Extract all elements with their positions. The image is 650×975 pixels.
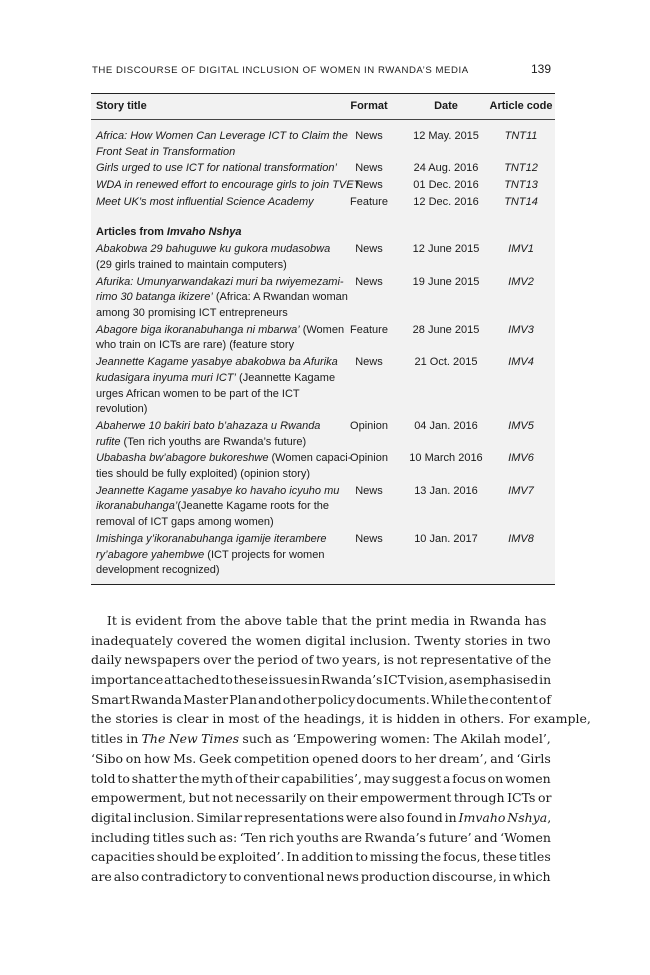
story-table bbox=[91, 93, 555, 585]
article-code-cell: IMV5 bbox=[508, 419, 534, 432]
page-number: 139 bbox=[530, 62, 551, 76]
body-text-segment: the stories is clear in most of the headings, it is hidden in others. For example, bbox=[91, 711, 591, 727]
body-text-segment: empowerment, but not necessarily on their empowerment through ICTs or bbox=[91, 790, 552, 806]
story-title-original: Jeannette Kagame yasabye abakobwa ba Afurika bbox=[96, 356, 338, 369]
story-title-original: Africa: How Women Can Leverage ICT to Claim the bbox=[96, 130, 348, 142]
section-label bbox=[96, 226, 242, 238]
story-title-original: Jeannette Kagame yasabye ko havaho icyuho mu bbox=[96, 484, 340, 497]
story-title-line bbox=[96, 467, 341, 483]
body-text-segment: such as ‘Empowering women: The Akilah model’, bbox=[239, 731, 551, 747]
body-text-segment: inadequately covered the women digital inclusion. Twenty stories in two bbox=[91, 632, 551, 648]
story-title-cell bbox=[96, 195, 341, 211]
body-line bbox=[91, 690, 551, 710]
header-article-code: Article code bbox=[489, 100, 553, 112]
story-title-cell bbox=[96, 178, 361, 194]
story-title-line bbox=[96, 161, 341, 177]
story-title-translation: among 30 promising ICT entrepreneurs bbox=[96, 307, 288, 319]
body-line bbox=[91, 611, 551, 631]
date-cell: 24 Aug. 2016 bbox=[413, 162, 479, 175]
story-title-cell bbox=[96, 275, 348, 322]
format-cell: News bbox=[355, 532, 383, 545]
body-line bbox=[91, 808, 551, 828]
body-line bbox=[91, 729, 551, 749]
header-date: Date bbox=[434, 100, 458, 112]
story-title-line bbox=[96, 178, 361, 194]
story-title-translation: (Women bbox=[299, 323, 345, 336]
date-cell: 10 Jan. 2017 bbox=[414, 532, 478, 545]
story-title-cell bbox=[96, 242, 341, 273]
story-title-translation: (Jeanette Kagame roots for the bbox=[177, 500, 330, 513]
story-title-line bbox=[96, 145, 341, 161]
format-cell: News bbox=[355, 130, 383, 142]
story-title-line bbox=[96, 402, 341, 418]
story-title-original: kudasigara inyuma muri ICT’ bbox=[96, 371, 236, 384]
body-text-segment: The New Times bbox=[141, 731, 240, 747]
story-title-translation: ties should be fully exploited) (opinion story) bbox=[96, 468, 311, 480]
date-cell: 01 Dec. 2016 bbox=[413, 179, 479, 192]
story-title-translation: (Africa: A Rwandan woman bbox=[212, 291, 348, 304]
story-title-translation: development recognized) bbox=[96, 564, 220, 577]
format-cell: News bbox=[355, 243, 383, 256]
body-text-segment: importance attached to these issues in Rwanda’s ICT vision, as emphasised in bbox=[91, 672, 552, 688]
article-code-cell: IMV1 bbox=[508, 243, 534, 256]
format-cell: News bbox=[355, 356, 383, 369]
story-title-translation: removal of ICT gaps among women) bbox=[96, 516, 274, 529]
story-title-original: rufite bbox=[96, 435, 121, 448]
format-cell: News bbox=[355, 484, 383, 497]
story-title-line bbox=[96, 129, 348, 145]
running-head-title: THE DISCOURSE OF DIGITAL INCLUSION OF WOMEN IN RWANDA’S MEDIA bbox=[92, 65, 469, 76]
body-line bbox=[91, 847, 551, 867]
section-label-name: Imvaho Nshya bbox=[166, 225, 242, 238]
story-title-original: Front Seat in Transformation bbox=[96, 145, 236, 158]
date-cell: 12 Dec. 2016 bbox=[413, 195, 479, 208]
body-text-segment: are also contradictory to conventional news production discourse, in which bbox=[91, 868, 551, 884]
story-title-translation: (Women capaci- bbox=[268, 452, 352, 465]
date-cell: 28 June 2015 bbox=[412, 323, 480, 336]
story-title-original: Meet UK’s most influential Science Academy bbox=[96, 195, 314, 208]
article-code-cell: TNT13 bbox=[504, 179, 538, 192]
story-title-line bbox=[96, 387, 341, 403]
running-head bbox=[92, 62, 551, 76]
story-title-line bbox=[96, 275, 344, 291]
article-code-cell: IMV3 bbox=[508, 323, 534, 336]
story-title-original: Afurika: Umunyarwandakazi muri ba rwiyemezami- bbox=[96, 275, 344, 288]
story-title-original: ry’abagore yahembwe bbox=[96, 548, 205, 561]
format-cell: Opinion bbox=[350, 419, 388, 432]
date-cell: 12 May. 2015 bbox=[413, 130, 479, 142]
story-title-line bbox=[96, 306, 341, 322]
article-code-cell: TNT14 bbox=[504, 195, 538, 208]
story-title-original: Abaherwe 10 bakiri bato b’ahazaza u Rwanda bbox=[96, 419, 321, 432]
body-line bbox=[91, 709, 591, 729]
story-title-line bbox=[96, 338, 341, 354]
section-label-prefix: Articles from bbox=[96, 225, 167, 238]
header-story-title: Story title bbox=[96, 100, 147, 112]
story-title-line bbox=[96, 323, 345, 339]
story-title-line bbox=[96, 532, 341, 548]
story-title-line bbox=[96, 242, 341, 258]
story-title-translation: urges African women to be part of the ICT bbox=[96, 387, 300, 400]
story-title-cell bbox=[96, 129, 348, 160]
story-title-translation: (Jeannette Kagame bbox=[236, 371, 336, 384]
body-line bbox=[91, 769, 551, 789]
story-title-line bbox=[96, 435, 341, 451]
article-code-cell: TNT12 bbox=[504, 162, 538, 175]
body-text-segment: capacities should be exploited’. In addition to missing the focus, these titles bbox=[91, 849, 551, 865]
story-title-line bbox=[96, 515, 341, 531]
story-title-line bbox=[96, 290, 348, 306]
story-title-line bbox=[96, 451, 352, 467]
story-title-translation: (ICT projects for women bbox=[204, 548, 325, 561]
story-title-original: rimo 30 batanga ikizere’ bbox=[96, 291, 213, 304]
body-line bbox=[91, 650, 551, 670]
story-title-original: Ubabasha bw’abagore bukoreshwe bbox=[96, 452, 269, 465]
story-title-line bbox=[96, 371, 341, 387]
article-code-cell: IMV4 bbox=[508, 356, 534, 369]
body-text-segment: titles in bbox=[91, 731, 142, 747]
date-cell: 21 Oct. 2015 bbox=[414, 356, 478, 369]
body-text-segment: digital inclusion. Similar representations were also found in bbox=[91, 809, 459, 825]
story-title-line bbox=[96, 548, 341, 564]
body-text-segment: Smart Rwanda Master Plan and other policy documents. While the content of bbox=[91, 691, 551, 707]
story-title-original: ikoranabuhanga’ bbox=[96, 500, 178, 513]
story-title-translation: (29 girls trained to maintain computers) bbox=[96, 258, 287, 271]
story-title-original: Imishinga y’ikoranabuhanga igamije iterambere bbox=[96, 532, 327, 545]
story-title-translation: who train on ICTs are rare) (feature story bbox=[96, 339, 295, 352]
format-cell: Opinion bbox=[350, 452, 388, 465]
body-text-segment: ‘Sibo on how Ms. Geek competition opened doors to her dream’, and ‘Girls bbox=[91, 750, 551, 766]
story-title-line bbox=[96, 419, 341, 435]
format-cell: News bbox=[355, 275, 383, 288]
story-title-original: WDA in renewed effort to encourage girls to join TVET bbox=[96, 179, 361, 192]
story-title-cell bbox=[96, 451, 352, 482]
body-text-segment: including titles such as: ‘Ten rich youths are Rwanda’s future’ and ‘Women bbox=[91, 829, 551, 845]
story-title-cell bbox=[96, 161, 341, 177]
body-line bbox=[91, 788, 551, 808]
body-line bbox=[91, 867, 551, 887]
story-title-translation: (Ten rich youths are Rwanda’s future) bbox=[120, 435, 307, 448]
body-line bbox=[91, 631, 551, 651]
story-title-line bbox=[96, 195, 341, 211]
story-title-cell bbox=[96, 484, 341, 531]
date-cell: 04 Jan. 2016 bbox=[414, 419, 478, 432]
story-title-original: Girls urged to use ICT for national transformation’ bbox=[96, 162, 337, 175]
article-code-cell: IMV7 bbox=[508, 484, 534, 497]
story-title-original: Abakobwa 29 bahuguwe ku gukora mudasobwa bbox=[96, 243, 331, 256]
story-title-cell bbox=[96, 419, 341, 450]
article-code-cell: IMV2 bbox=[508, 275, 534, 288]
body-text-segment: It is evident from the above table that the print media in Rwanda has bbox=[91, 613, 547, 628]
article-code-cell: TNT11 bbox=[504, 130, 538, 142]
format-cell: News bbox=[355, 162, 383, 175]
article-code-cell: IMV8 bbox=[508, 532, 534, 545]
body-text-segment: , bbox=[547, 809, 552, 825]
table-header-row bbox=[91, 94, 555, 120]
body-line bbox=[91, 749, 551, 769]
date-cell: 13 Jan. 2016 bbox=[414, 484, 478, 497]
body-line bbox=[91, 828, 551, 848]
story-title-cell bbox=[96, 532, 341, 579]
story-title-line bbox=[96, 355, 341, 371]
date-cell: 19 June 2015 bbox=[412, 275, 480, 288]
body-text-segment: told to shatter the myth of their capabilities’, may suggest a focus on women bbox=[91, 770, 551, 786]
format-cell: Feature bbox=[350, 323, 388, 336]
story-title-line bbox=[96, 484, 341, 500]
story-title-line bbox=[96, 563, 341, 579]
story-title-line bbox=[96, 499, 341, 515]
body-line bbox=[91, 670, 551, 690]
story-title-translation: revolution) bbox=[96, 403, 148, 416]
article-code-cell: IMV6 bbox=[508, 452, 534, 465]
date-cell: 10 March 2016 bbox=[409, 452, 483, 465]
story-title-cell bbox=[96, 323, 345, 354]
date-cell: 12 June 2015 bbox=[412, 243, 480, 256]
story-title-cell bbox=[96, 355, 341, 418]
body-paragraph bbox=[91, 611, 591, 887]
story-title-original: Abagore biga ikoranabuhanga ni mbarwa’ bbox=[96, 323, 300, 336]
body-text-segment: daily newspapers over the period of two years, is not representative of the bbox=[91, 652, 552, 668]
body-text-segment: Imvaho Nshya bbox=[458, 809, 548, 825]
format-cell: News bbox=[355, 179, 383, 192]
header-format: Format bbox=[350, 100, 388, 112]
format-cell: Feature bbox=[350, 195, 388, 208]
story-title-line bbox=[96, 258, 341, 274]
